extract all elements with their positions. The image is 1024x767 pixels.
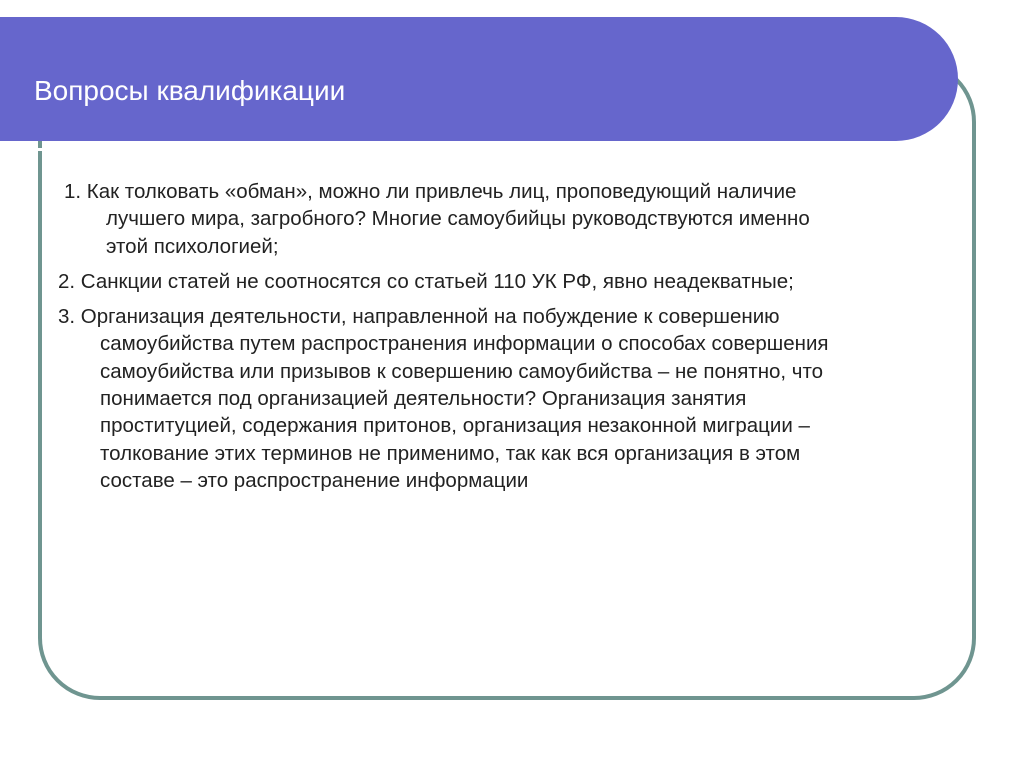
list-item: 2. Санкции статей не соотносятся со статьей 110 УК РФ, явно неадекватные; [58,269,794,293]
list-item: 3. Организация деятельности, направленной на побуждение к совершению самоубийства путем распространения информации о способах совершения самоубийства или призывов к совершению самоубийства – не понятно, что понимается под организацией деятельности? Организация занятия проституцией, содержания притонов, организация незаконной миграции – толкование этих терминов не применимо, так как вся организация в этом составе – это распространение информации [58,305,829,492]
list-item: 1. Как толковать «обман», можно ли привлечь лиц, проповедующий наличие лучшего мира, загробного? Многие самоубийцы руководствуются именно этой психологией; [64,180,810,258]
title-underline [0,148,906,151]
slide-title: Вопросы квалификации [34,75,346,106]
title-bar [0,17,958,141]
slide-body [58,178,848,502]
